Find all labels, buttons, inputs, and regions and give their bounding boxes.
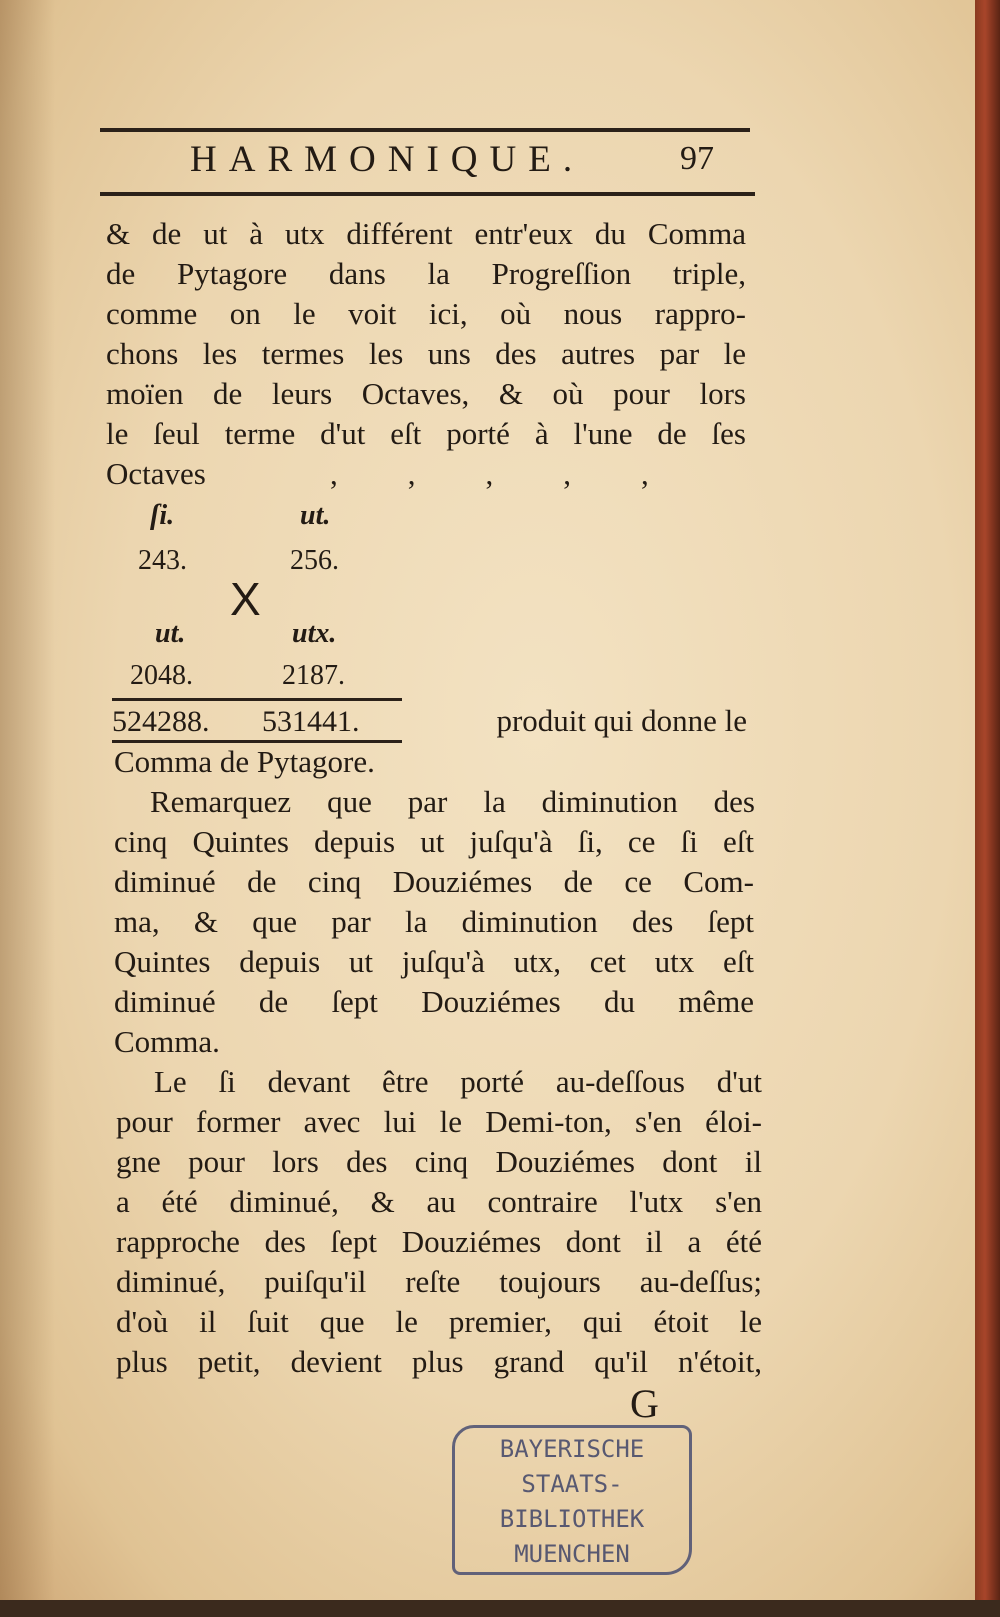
page-gutter-shadow [0,0,55,1600]
stamp-line: MUENCHEN [514,1540,630,1568]
text-line: plus petit, devient plus grand qu'il n'étoit, [116,1344,762,1379]
figure-note-utx: utx. [292,618,337,649]
text-line: gne pour lors des cinq Douziémes dont il [116,1144,762,1179]
text-line: rapproche des ſept Douziémes dont il a été [116,1224,762,1259]
figure-note-si: ſi. [150,500,175,531]
text-line: Octaves [106,456,206,491]
book-edge-bottom [0,1600,1000,1617]
figure-cross: X [230,573,261,625]
leader-dots: ,,,,, [330,456,719,491]
header-bottom-rule [100,192,755,196]
header-top-rule [100,128,750,132]
text-line: Comma. [114,1024,220,1059]
book-edge-right [975,0,1000,1617]
stamp-line: STAATS- [521,1470,623,1498]
text-line: ma, & que par la diminution des ſept [114,904,754,939]
figure-value: 2048. [130,660,193,691]
text-line: a été diminué, & au contraire l'utx s'en [116,1184,762,1219]
signature-mark: G [630,1381,659,1426]
text-line: diminué, puiſqu'il reſte toujours au-deſſus; [116,1264,762,1299]
stamp-line: BAYERISCHE [499,1435,645,1463]
running-head: HARMONIQUE. [190,139,585,180]
text-line: produit qui donne le [496,703,747,738]
figure-product: 524288. [112,705,210,738]
page-number: 97 [680,140,714,177]
library-stamp [452,1425,692,1575]
text-line: diminué de ſept Douziémes du même [114,984,754,1019]
text-line: moïen de leurs Octaves, & où pour lors [106,376,746,411]
text-line: cinq Quintes depuis ut juſqu'à ſi, ce ſi eſt [114,824,754,859]
text-line: Comma de Pytagore. [114,744,375,779]
text-line: pour former avec lui le Demi-ton, s'en éloi- [116,1104,762,1139]
figure-note-ut: ut. [155,618,186,649]
text-line: diminué de cinq Douziémes de ce Com- [114,864,754,899]
figure-value: 2187. [282,660,345,691]
figure-value: 243. [138,545,187,576]
text-line: le ſeul terme d'ut eſt porté à l'une de ſes [106,416,746,451]
text-line: comme on le voit ici, où nous rappro- [106,296,746,331]
figure-product-rule [112,698,402,701]
stamp-line: BIBLIOTHEK [499,1505,645,1533]
text-line: d'où il ſuit que le premier, qui étoit le [116,1304,762,1339]
figure-product-underline [112,740,402,743]
figure-value: 256. [290,545,339,576]
figure-note-ut: ut. [300,500,331,531]
text-line: de Pytagore dans la Progreſſion triple, [106,256,746,291]
text-line: Quintes depuis ut juſqu'à utx, cet utx eſt [114,944,754,979]
text-line: & de ut à utx différent entr'eux du Comma [106,216,746,251]
figure-product: 531441. [262,705,360,738]
text-line: Remarquez que par la diminution des [150,784,755,819]
text-line: Le ſi devant être porté au-deſſous d'ut [154,1064,762,1099]
text-line: chons les termes les uns des autres par le [106,336,746,371]
